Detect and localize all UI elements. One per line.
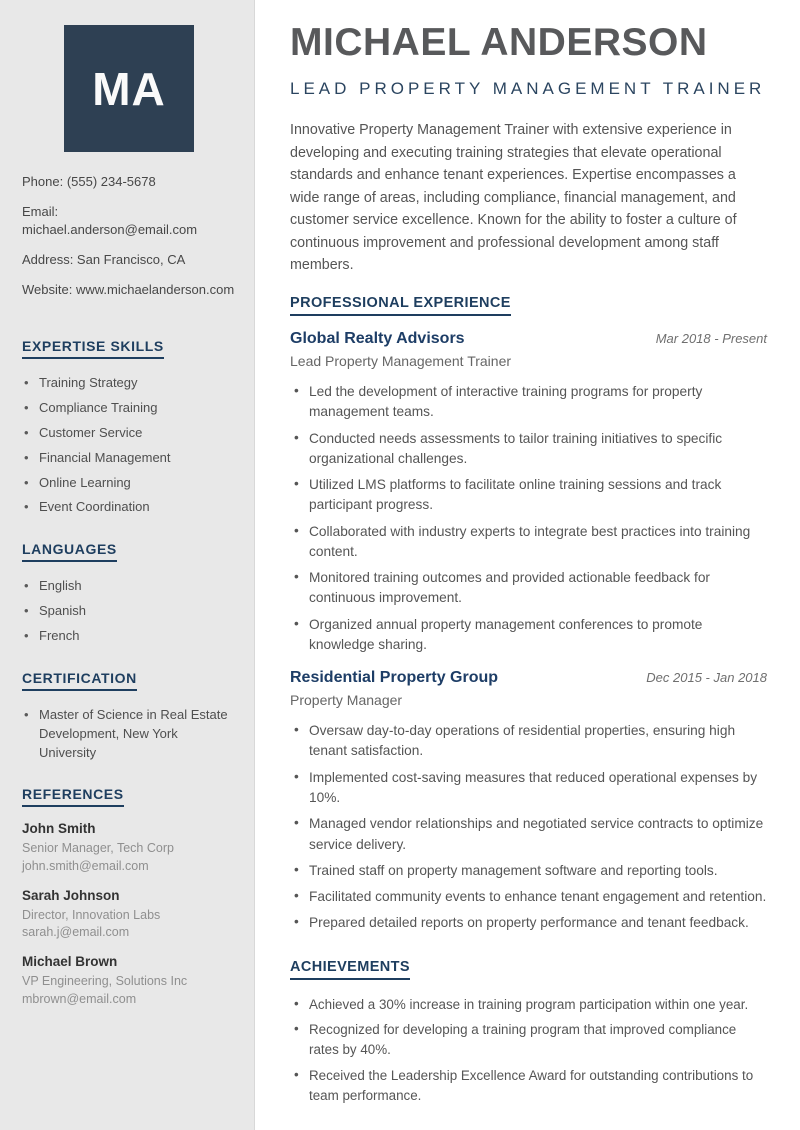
summary-paragraph: Innovative Property Management Trainer with extensive experience in developing and executing training strategies that elevate operational standards and enhance tenant experiences. Expertise encompasses a wide range of areas, including compliance, financial management, and customer service excellence. Known for the ability to foster a culture of continuous improvement and professional development among staff members. (290, 121, 737, 274)
references-section (22, 786, 236, 1008)
sidebar (0, 0, 255, 1130)
reference-email: sarah.j@email.com (22, 925, 130, 940)
job-header (290, 669, 767, 687)
contact-phone: Phone: (555) 234-5678 (22, 174, 156, 189)
languages-heading: LANGUAGES (22, 541, 117, 562)
job-role: Property Manager (290, 692, 403, 709)
skill-item: • Training Strategy (22, 374, 236, 393)
reference-email: mbrown@email.com (22, 991, 137, 1006)
contact-email: Email: michael.anderson@email.com (22, 204, 198, 237)
job-bullet: • Prepared detailed reports on property performance and tenant feedback. (290, 913, 767, 933)
avatar (64, 25, 194, 152)
skills-heading: EXPERTISE SKILLS (22, 338, 164, 359)
contact-website: Website: www.michaelanderson.com (22, 281, 235, 297)
job-role: Lead Property Management Trainer (290, 352, 512, 369)
job-bullet: • Oversaw day-to-day operations of residential properties, ensuring high tenant satisfaction. (290, 721, 767, 762)
job-company: Residential Property Group (290, 669, 499, 687)
job-bullet: • Collaborated with industry experts to integrate best practices into training content. (290, 522, 767, 563)
job-bullet: • Implemented cost-saving measures that reduced operational expenses by 10%. (290, 768, 767, 809)
job-dates: Dec 2015 - Jan 2018 (646, 670, 767, 686)
job-dates: Mar 2018 - Present (655, 330, 767, 346)
reference-role: Director, Innovation Labs (22, 907, 161, 922)
job-entry (290, 669, 767, 933)
certification-list (22, 706, 236, 763)
reference-person (22, 821, 236, 875)
job-bullet: • Monitored training outcomes and provided actionable feedback for continuous improvement. (290, 568, 767, 609)
contact-address: Address: San Francisco, CA (22, 251, 186, 267)
reference-email: john.smith@email.com (22, 858, 149, 873)
skill-item: • Financial Management (22, 449, 236, 468)
language-item: • French (22, 627, 236, 646)
reference-role: VP Engineering, Solutions Inc (22, 974, 188, 989)
job-bullet: • Led the development of interactive training programs for property management teams. (290, 382, 767, 423)
contact-info (22, 173, 236, 298)
achievements-section (290, 958, 767, 1106)
reference-name: John Smith (22, 821, 96, 837)
achievement-bullet: • Achieved a 30% increase in training program participation within one year. (290, 995, 767, 1015)
references-list (22, 821, 236, 1008)
reference-name: Sarah Johnson (22, 887, 120, 903)
candidate-title: LEAD PROPERTY MANAGEMENT TRAINER (290, 78, 766, 98)
skill-item: • Compliance Training (22, 399, 236, 418)
skills-list (22, 374, 236, 517)
certification-item: • Master of Science in Real Estate Development, New York University (22, 706, 236, 763)
achievement-bullet: • Received the Leadership Excellence Award for outstanding contributions to team performance. (290, 1066, 767, 1106)
language-item: • English (22, 577, 236, 596)
languages-section (22, 541, 236, 646)
job-bullet: • Facilitated community events to enhance tenant engagement and retention. (290, 887, 767, 907)
skill-item: • Online Learning (22, 474, 236, 493)
skill-item: • Customer Service (22, 424, 236, 443)
avatar-initials: MA (92, 62, 166, 115)
job-entry (290, 330, 767, 655)
reference-role: Senior Manager, Tech Corp (22, 841, 174, 856)
job-company: Global Realty Advisors (290, 329, 465, 347)
skill-item: • Event Coordination (22, 498, 236, 517)
reference-person (22, 954, 236, 1008)
job-bullet-list (290, 382, 767, 655)
job-bullet: • Utilized LMS platforms to facilitate online training sessions and track participant progress. (290, 475, 767, 516)
job-bullet-list (290, 721, 767, 933)
reference-name: Michael Brown (22, 954, 118, 970)
experience-heading: PROFESSIONAL EXPERIENCE (290, 295, 511, 316)
languages-list (22, 577, 236, 646)
certification-heading: CERTIFICATION (22, 670, 137, 691)
references-heading: REFERENCES (22, 786, 124, 807)
skills-section (22, 338, 236, 517)
main-content (255, 0, 800, 1130)
job-bullet: • Managed vendor relationships and negotiated service contracts to optimize service delivery. (290, 814, 767, 855)
job-bullet: • Organized annual property management conferences to promote knowledge sharing. (290, 615, 767, 656)
candidate-name: MICHAEL ANDERSON (290, 21, 708, 64)
job-bullet: • Trained staff on property management software and reporting tools. (290, 861, 767, 881)
achievement-bullet: • Recognized for developing a training program that improved compliance rates by 40%. (290, 1020, 767, 1060)
job-bullet: • Conducted needs assessments to tailor training initiatives to specific organizational challenges. (290, 429, 767, 470)
certification-section (22, 670, 236, 763)
experience-section (290, 294, 767, 934)
reference-person (22, 888, 236, 942)
language-item: • Spanish (22, 602, 236, 621)
job-header (290, 330, 767, 348)
achievements-list (290, 995, 767, 1106)
achievements-heading: ACHIEVEMENTS (290, 959, 410, 980)
